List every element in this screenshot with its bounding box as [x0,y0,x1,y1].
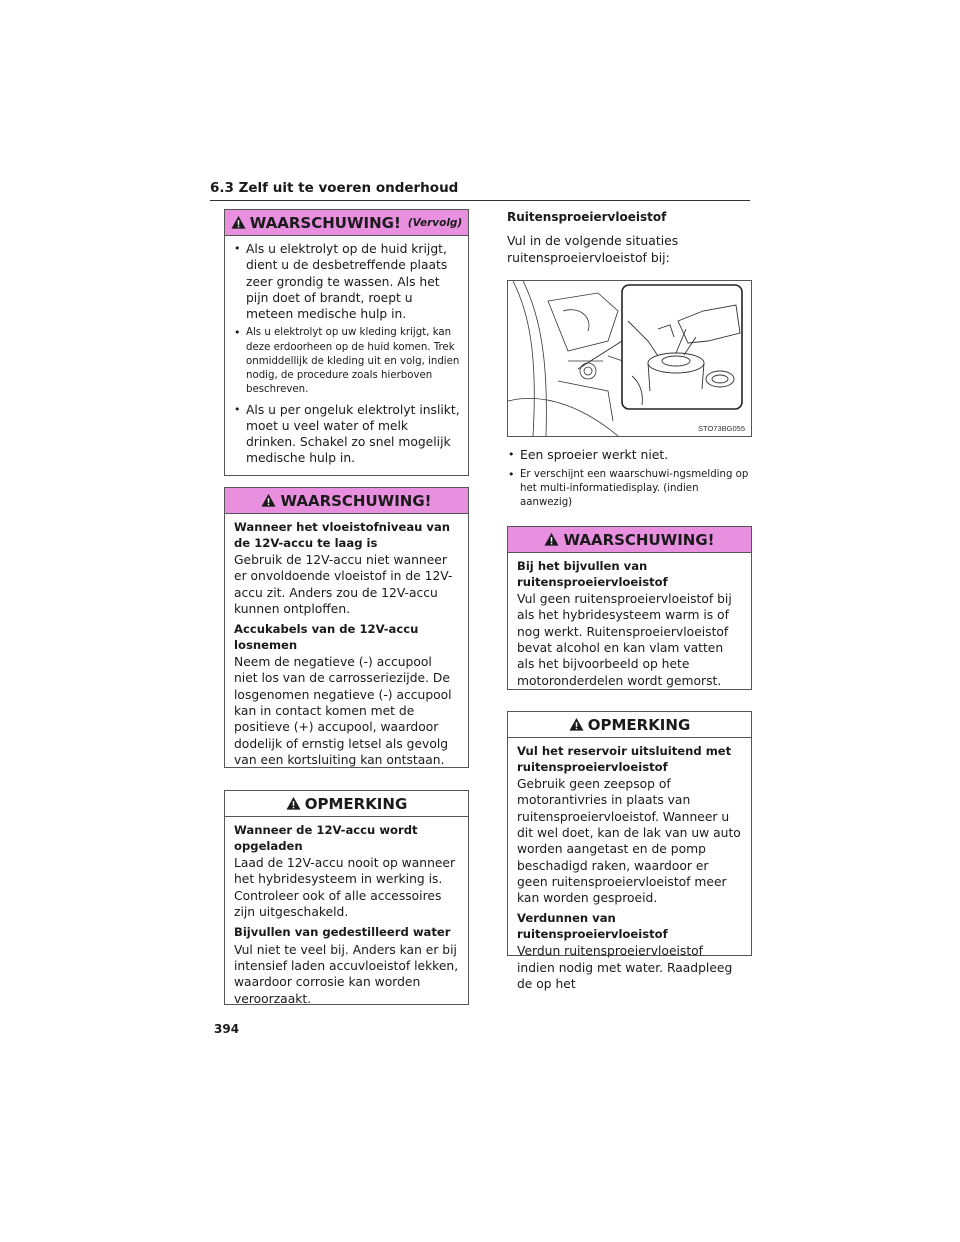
warning-subheading: Wanneer het vloeistofniveau van de 12V-accu te laag is [234,520,451,550]
warning-box-battery [224,487,469,768]
figure-code: STO73BG055 [698,424,745,433]
warning-subheading: Bij het bijvullen van ruitensproeiervloeistof [517,559,668,589]
intro-text: Vul in de volgende situaties ruitensproeiervloeistof bij: [507,233,679,265]
section-title: 6.3 Zelf uit te voeren onderhoud [210,180,750,201]
warning-triangle-icon [544,532,559,547]
note-text: Verdun ruitensproeiervloeistof indien nodig met water. Raadpleeg de op het [517,944,733,992]
note-subheading: Verdunnen van ruitensproeiervloeistof [517,911,668,941]
warning-body [508,553,751,702]
warning-header [225,488,468,514]
warning-title: WAARSCHUWING! [280,491,432,510]
warning-list [233,241,460,467]
note-text: Gebruik geen zeepsop of motorantivries in plaats van ruitensproeiervloeistof. Wanneer u dit wel doet, kan de lak van uw auto worden aangetast en de pomp beschadigd raken, waardoor er geen ruitensproeiervloeistof meer kan worden gesproeid. [517,777,741,906]
note-box-washer [507,711,752,992]
note-text: Vul niet te veel bij. Anders kan er bij intensief laden accuvloeistof lekken, waardoor corrosie kan worden veroorzaakt. [234,942,459,1006]
warning-body [225,514,468,781]
note-header [508,712,751,738]
warning-header [508,527,751,553]
list-item: • Als u per ongeluk elektrolyt inslikt, moet u veel water of melk drinken. Schakel zo snel mogelijk medische hulp in. [233,402,460,467]
section-heading: Ruitensproeiervloeistof [507,210,667,224]
warning-triangle-icon [261,493,276,508]
warning-body [225,236,468,478]
note-box-charging [224,790,469,1005]
list-item: • Als u elektrolyt op de huid krijgt, dient u de desbetreffende plaats zeer grondig te wassen. Als het pijn doet of brandt, roept u meteen medische hulp in. [233,241,460,322]
note-header [225,791,468,817]
left-column [224,209,469,1005]
list-item: • Als u elektrolyt op uw kleding krijgt, kan deze erdoorheen op de huid komen. Trek onmiddellijk de kleding uit en volg, indien nodig, de procedure zoals hierboven beschreven. [233,326,460,397]
note-body [508,738,751,1005]
list-item: • Een sproeier werkt niet. [507,447,752,464]
warning-title: WAARSCHUWING! [563,530,715,549]
note-body [225,817,468,1020]
warning-box-washer [507,526,752,690]
warning-subheading: Accukabels van de 12V-accu losnemen [234,622,419,652]
engine-bay-drawing [508,281,751,436]
warning-box-continued [224,209,469,476]
warning-text: Neem de negatieve (-) accupool niet los van de carrosseriezijde. De losgenomen negatieve (-) accupool kan in contact komen met de positieve (+) accupool, waardoor dodelijk of ernstig letsel als gevolg van een kortsluiting kan ontstaan. [234,655,452,767]
note-title: OPMERKING [304,794,408,813]
warning-text: Vul geen ruitensproeiervloeistof bij als het hybridesysteem warm is of nog werkt. Ruitensproeiervloeistof bevat alcohol en kan vlam vatten als het bijvoorbeeld op hete motoronderdelen wordt gemorst. [517,592,732,688]
note-text: Laad de 12V-accu nooit op wanneer het hybridesysteem in werking is. Controleer ook of alle accessoires zijn uitgeschakeld. [234,856,456,919]
list-item: • Er verschijnt een waarschuwi-ngsmelding op het multi-informatiedisplay. (indien aanwezig) [507,468,752,511]
warning-subtitle: (Vervolg) [407,216,463,229]
warning-text: Gebruik de 12V-accu niet wanneer er onvoldoende vloeistof in de 12V-accu zit. Anders zou de 12V-accu kunnen ontploffen. [234,553,453,616]
warning-triangle-icon [231,215,246,230]
note-subheading: Wanneer de 12V-accu wordt opgeladen [234,823,418,853]
warning-title: WAARSCHUWING! [249,213,401,232]
warning-header [225,210,468,236]
right-column [507,209,752,992]
warning-triangle-icon [286,796,301,811]
washer-fluid-illustration [507,280,752,437]
note-title: OPMERKING [587,715,691,734]
note-subheading: Bijvullen van gedestilleerd water [234,925,451,940]
note-subheading: Vul het reservoir uitsluitend met ruitensproeiervloeistof [517,744,732,774]
page-number: 394 [214,1022,240,1036]
warning-triangle-icon [569,717,584,732]
washer-conditions-list [507,447,752,510]
